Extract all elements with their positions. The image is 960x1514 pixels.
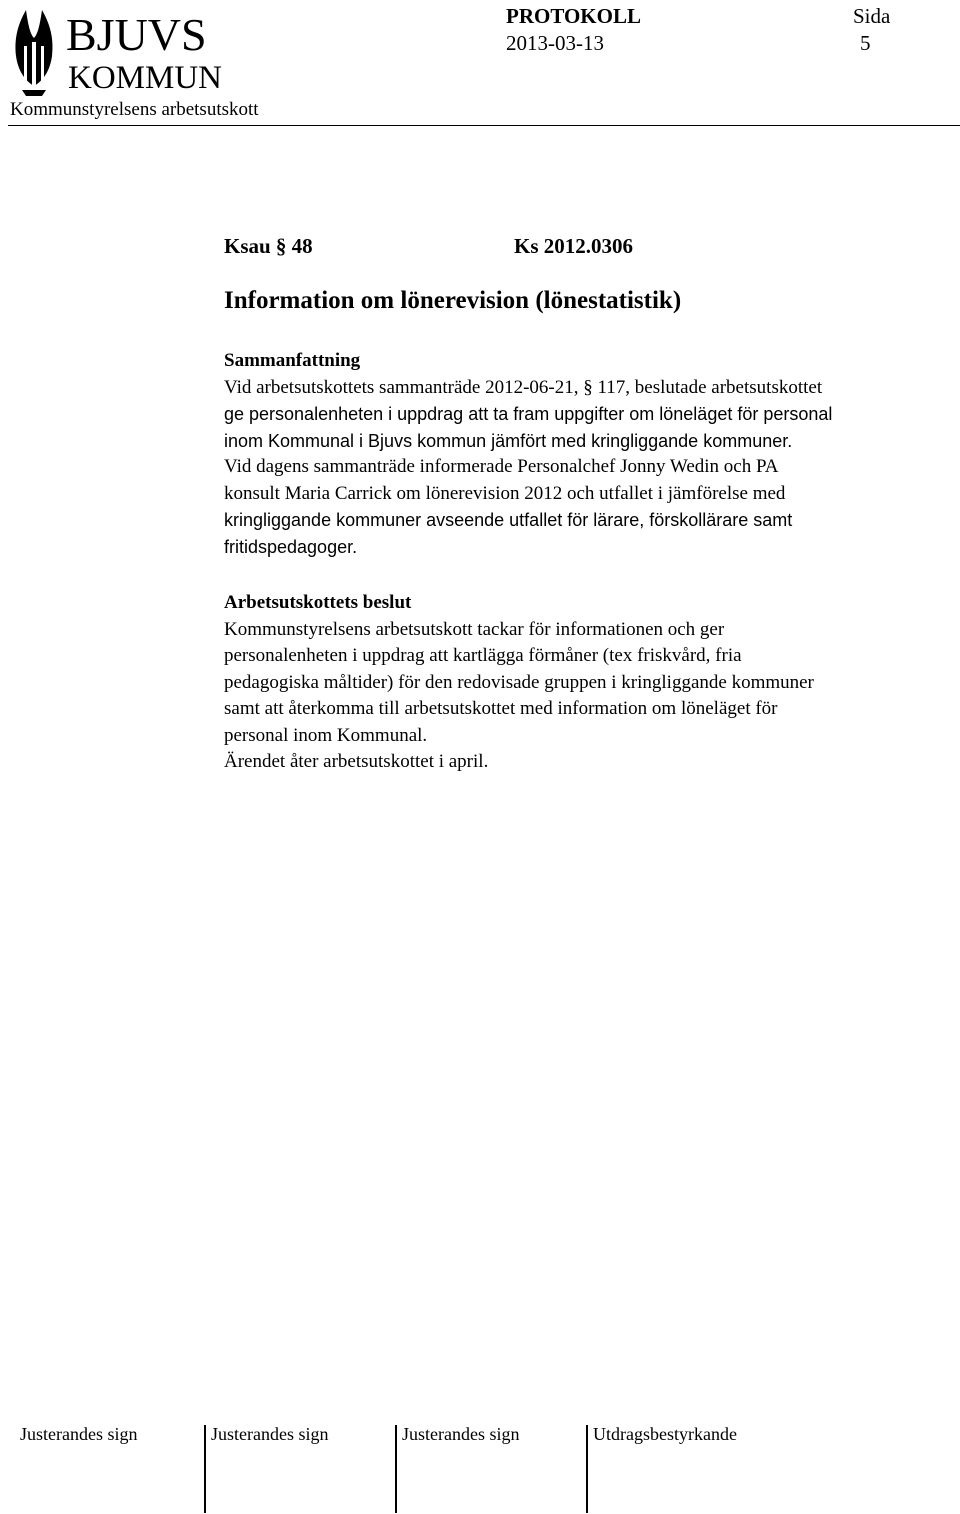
text-line: Vid dagens sammanträde informerade Personalchef Jonny Wedin och PA (224, 456, 779, 477)
text-line: inom Kommunal i Bjuvs kommun jämfört med kringliggande kommuner. (224, 430, 793, 451)
item-title: Information om lönerevision (lönestatistik) (224, 287, 682, 314)
text-line: personal inom Kommunal. (224, 724, 428, 746)
decision-section (224, 590, 924, 776)
case-number: Ks 2012.0306 (514, 234, 634, 258)
text-line: Kommunstyrelsens arbetsutskott tackar för informationen och ger (224, 618, 725, 640)
item-reference (224, 233, 924, 260)
meeting-date: 2013-03-13 (506, 31, 604, 55)
svg-text:BJUVS: BJUVS (66, 9, 207, 60)
signature-divider (395, 1425, 397, 1513)
page-label: Sida (853, 4, 891, 28)
signature-footer (0, 1424, 960, 1514)
text-line: Ärendet åter arbetsutskottet i april. (224, 751, 489, 772)
text-line: Vid arbetsutskottets sammanträde 2012-06-21, § 117, beslutade arbetsutskottet (224, 376, 823, 398)
text-line: kringliggande kommuner avseende utfallet för lärare, förskollärare samt (224, 510, 793, 530)
text-line: pedagogiska måltider) för den redovisade gruppen i kringliggande kommuner (224, 671, 814, 693)
summary-heading: Sammanfattning (224, 350, 361, 371)
decision-heading: Arbetsutskottets beslut (224, 592, 412, 613)
page-number: 5 (860, 31, 871, 55)
torch-emblem-icon (15, 10, 52, 96)
text-line: samt att återkomma till arbetsutskottet med information om löneläget för (224, 698, 778, 719)
signature-label-1: Justerandes sign (20, 1424, 138, 1444)
signature-divider (586, 1425, 588, 1513)
paragraph-number: Ksau § 48 (224, 234, 313, 258)
committee-name: Kommunstyrelsens arbetsutskott (10, 99, 259, 120)
text-line: ge personalenheten i uppdrag att ta fram uppgifter om löneläget för personal (224, 404, 833, 424)
text-line: konsult Maria Carrick om lönerevision 2012 och utfallet i jämförelse med (224, 482, 786, 504)
text-line: personalenheten i uppdrag att kartlägga förmåner (tex friskvård, fria (224, 645, 742, 666)
bjuvs-kommun-logo (8, 4, 248, 96)
text-line: fritidspedagoger. (224, 536, 358, 557)
document-type: PROTOKOLL (506, 4, 641, 28)
svg-text:KOMMUN: KOMMUN (68, 60, 223, 96)
signature-label-3: Justerandes sign (402, 1424, 520, 1444)
summary-section (224, 348, 924, 560)
signature-label-2: Justerandes sign (211, 1424, 329, 1444)
header-divider (8, 125, 960, 126)
signature-divider (204, 1425, 206, 1513)
certification-label: Utdragsbestyrkande (593, 1424, 737, 1444)
